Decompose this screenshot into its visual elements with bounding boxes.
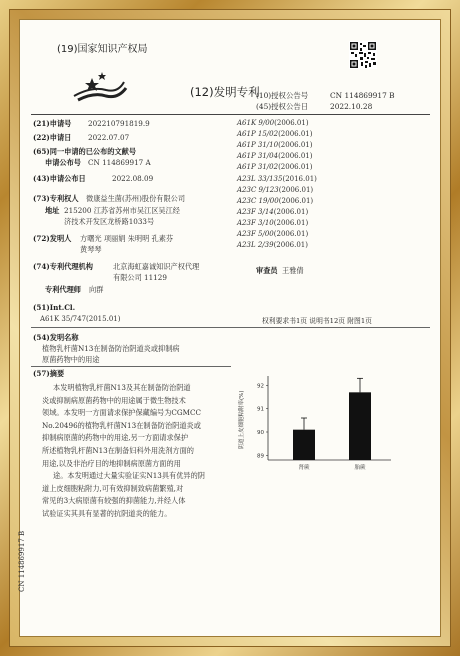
- side-pub-number: CN 114869917 B: [18, 530, 26, 592]
- ipc-date: (2006.01): [278, 196, 314, 205]
- invention-name-line-2: 原菌药物中的用途: [42, 355, 100, 364]
- abstract-label: (57)摘要: [33, 369, 65, 378]
- qr-code-icon: [349, 41, 377, 69]
- app-pub-no: CN 114869917 A: [88, 158, 151, 167]
- ipc-item: [237, 219, 308, 227]
- ipc-date: (2006.01): [273, 230, 309, 238]
- pub-date-label: (45)授权公告日: [256, 102, 309, 111]
- chart-x-tick-label: 肾蕨: [298, 465, 310, 471]
- agency-line-2: 有限公司 11129: [113, 273, 167, 282]
- examiner-label: 审查员: [256, 266, 278, 275]
- ipc-item: [237, 186, 313, 194]
- ipc-code: A61P 31/04: [237, 152, 279, 161]
- ipc-code: A61P 31/02: [237, 163, 279, 172]
- ipc-code: A61K 9/00: [237, 119, 275, 127]
- intcl-value: A61K 35/747(2015.01): [40, 315, 121, 323]
- patentee-label: (73)专利权人: [33, 194, 79, 203]
- patentee-name: 微康益生菌(苏州)股份有限公司: [86, 194, 186, 203]
- app-pub-no-label: 申请公布号: [45, 158, 81, 167]
- invention-name-label: (54)发明名称: [33, 333, 79, 342]
- chart-y-tick-label: 90: [257, 430, 264, 436]
- invention-name-line-1: 植物乳杆菌N13在制备防治阴道炎或抑制病: [42, 344, 180, 353]
- section-rule: [31, 327, 430, 328]
- same-app-label: (65)同一申请的已公布的文献号: [33, 147, 137, 156]
- agent-name: 向群: [89, 285, 104, 294]
- abstract-line: No.20496的植物乳杆菌N13在制备防治阴道炎或: [42, 420, 201, 430]
- pub-date: 2022.10.28: [330, 102, 373, 111]
- ipc-item: [237, 230, 308, 238]
- ipc-code: A61P 15/02: [237, 130, 279, 139]
- chart-y-tick-label: 89: [257, 453, 264, 460]
- ipc-code: A23F 3/10: [237, 218, 274, 227]
- ipc-date: (2006.01): [274, 119, 309, 127]
- ipc-code: A23F 5/00: [237, 230, 274, 238]
- ipc-item: [237, 163, 313, 171]
- chart-y-tick-label: 92: [257, 383, 264, 390]
- chart-x-tick-label: 胎蕨: [354, 465, 366, 471]
- adhesion-bar-chart: [236, 368, 401, 473]
- chart-bar: [349, 392, 371, 460]
- address-line-2: 济技术开发区龙桥路1033号: [64, 217, 155, 226]
- app-no: 202210791819.9: [88, 119, 150, 128]
- ipc-date: (2006.01): [278, 185, 314, 194]
- ipc-date: (2006.01): [273, 218, 309, 227]
- abstract-line: 常见的3大病原菌有较强的抑菌能力,并经人体: [42, 496, 186, 506]
- agency-label: (74)专利代理机构: [33, 262, 93, 271]
- ipc-date: (2006.01): [278, 141, 313, 150]
- ipc-code: A23F 3/14: [237, 207, 274, 216]
- abstract-line: 途。本发明通过大量实验证实N13具有优异的阴: [53, 471, 205, 481]
- abstract-rule: [31, 366, 231, 367]
- ipc-item: [237, 119, 309, 127]
- ipc-item: [237, 141, 313, 149]
- ipc-date: (2006.01): [273, 241, 308, 250]
- ipc-code: A23L 33/135: [237, 174, 283, 183]
- app-date: 2022.07.07: [88, 133, 130, 142]
- agency-line-1: 北京海虹嘉诚知识产权代理: [113, 262, 200, 271]
- abstract-line: 领域。本发明一方面请求保护保藏编号为CGMCC: [42, 408, 201, 418]
- ipc-item: [237, 130, 313, 138]
- ipc-item: [237, 208, 308, 216]
- ipc-date: (2006.01): [278, 152, 313, 161]
- ipc-code: A23L 2/39: [237, 241, 274, 250]
- cnipa-logo-icon: [72, 66, 130, 106]
- address-label: 地址: [45, 206, 60, 215]
- ipc-item: [237, 152, 313, 160]
- inventors-line-1: 方曙光 项丽娟 朱明明 孔素芬: [80, 234, 174, 243]
- ipc-item: [237, 175, 317, 183]
- ipc-date: (2006.01): [278, 130, 313, 139]
- ipc-item: [237, 197, 313, 205]
- intcl-label: (51)Int.Cl.: [33, 303, 76, 312]
- app-no-label: (21)申请号: [33, 119, 72, 128]
- abstract-line: 用途,以及非治疗目的地抑制病原菌方面的用: [42, 458, 181, 468]
- inventors-label: (72)发明人: [33, 234, 72, 243]
- abstract-line: 道上皮细胞粘附力,可有效抑制致病菌繁殖,对: [42, 483, 184, 493]
- office-heading: (19)国家知识产权局: [57, 44, 148, 55]
- ipc-code: A23C 19/00: [237, 196, 279, 205]
- examiner-name: 王雅倩: [282, 266, 304, 275]
- chart-y-axis-label: 阴道上皮细胞粘附率(%): [239, 390, 245, 450]
- app-pub-date-label: (43)申请公布日: [33, 174, 86, 183]
- app-date-label: (22)申请日: [33, 133, 72, 142]
- agent-label: 专利代理师: [45, 285, 81, 294]
- header-rule: [31, 114, 430, 115]
- ipc-date: (2006.01): [273, 207, 309, 216]
- pub-no: CN 114869917 B: [330, 91, 395, 100]
- ipc-code: A23C 9/123: [237, 185, 279, 194]
- ipc-item: [237, 241, 308, 249]
- page-info: 权利要求书1页 说明书12页 附图1页: [262, 317, 372, 325]
- abstract-line: 试验证实其具有显著的抗阴道炎的能力。: [42, 509, 172, 518]
- ipc-code: A61P 31/10: [237, 141, 279, 150]
- ipc-date: (2006.01): [278, 163, 313, 172]
- address-line-1: 215200 江苏省苏州市吴江区吴江经: [64, 206, 180, 215]
- patent-page: [19, 19, 441, 637]
- abstract-line: 所述植物乳杆菌N13在制备妇科外用洗剂方面的: [42, 446, 194, 455]
- inventors-line-2: 黄琴琴: [80, 245, 102, 254]
- pub-no-label: (10)授权公告号: [256, 91, 309, 100]
- chart-bar: [293, 430, 315, 460]
- ipc-date: (2016.01): [282, 174, 317, 183]
- app-pub-date: 2022.08.09: [112, 174, 154, 183]
- abstract-line: 本发明植物乳杆菌N13及其在制备防治阴道: [53, 383, 191, 392]
- doc-title: (12)发明专利: [190, 85, 260, 99]
- chart-y-tick-label: 91: [257, 406, 264, 413]
- abstract-line: 抑制病原菌的药物中的用途,另一方面请求保护: [42, 433, 189, 443]
- abstract-line: 炎或抑制病原菌药物中的用途属于微生物技术: [42, 395, 186, 405]
